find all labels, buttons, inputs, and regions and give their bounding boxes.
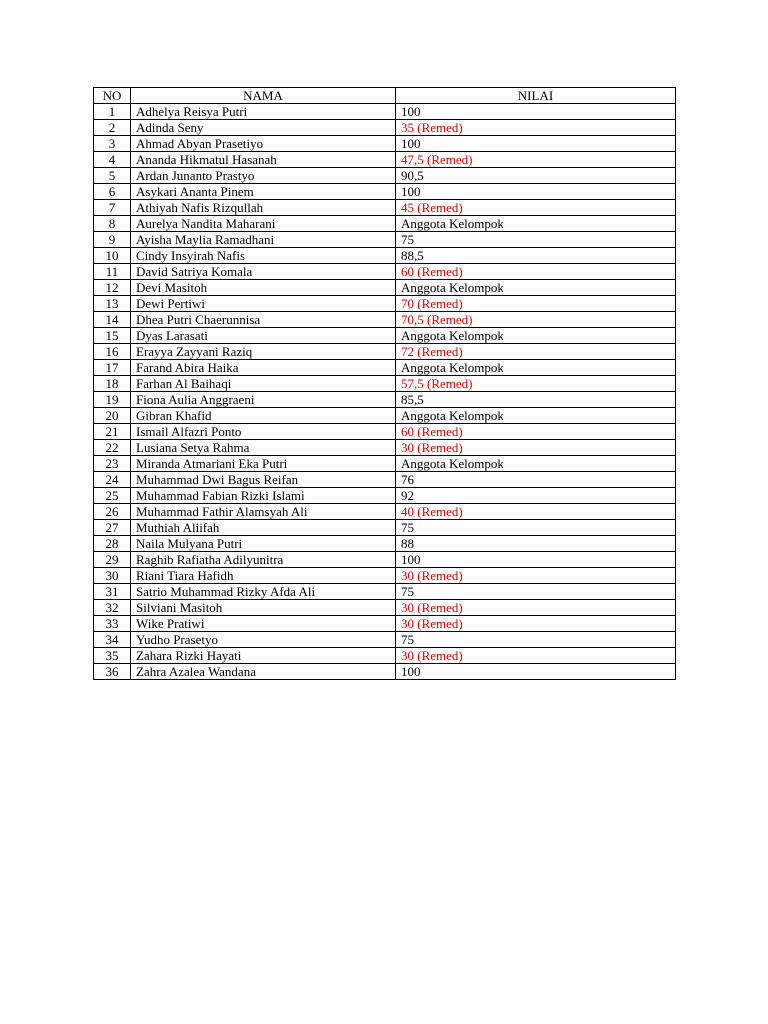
table-row <box>94 136 676 152</box>
cell-no: 15 <box>94 328 131 344</box>
cell-no: 31 <box>94 584 131 600</box>
cell-no: 20 <box>94 408 131 424</box>
cell-nama: Wike Pratiwi <box>131 616 396 632</box>
cell-nilai: Anggota Kelompok <box>396 408 676 424</box>
table-row <box>94 120 676 136</box>
cell-no: 21 <box>94 424 131 440</box>
table-row <box>94 168 676 184</box>
grades-table <box>93 87 676 680</box>
cell-no: 18 <box>94 376 131 392</box>
cell-no: 8 <box>94 216 131 232</box>
cell-nilai: 100 <box>396 104 676 120</box>
cell-no: 4 <box>94 152 131 168</box>
cell-nama: Ismail Alfazri Ponto <box>131 424 396 440</box>
cell-nama: Yudho Prasetyo <box>131 632 396 648</box>
table-row <box>94 584 676 600</box>
table-row <box>94 392 676 408</box>
table-row <box>94 232 676 248</box>
header-no: NO <box>94 88 131 104</box>
cell-nilai-remed: 72 (Remed) <box>396 344 676 360</box>
cell-no: 17 <box>94 360 131 376</box>
cell-no: 23 <box>94 456 131 472</box>
table-row <box>94 344 676 360</box>
cell-no: 32 <box>94 600 131 616</box>
cell-nilai: 88,5 <box>396 248 676 264</box>
cell-no: 24 <box>94 472 131 488</box>
table-row <box>94 216 676 232</box>
cell-nilai: Anggota Kelompok <box>396 456 676 472</box>
cell-no: 19 <box>94 392 131 408</box>
cell-nama: Adinda Seny <box>131 120 396 136</box>
cell-nilai: 88 <box>396 536 676 552</box>
cell-nilai: 85,5 <box>396 392 676 408</box>
cell-nama: Dhea Putri Chaerunnisa <box>131 312 396 328</box>
cell-nama: Erayya Zayyani Raziq <box>131 344 396 360</box>
table-row <box>94 632 676 648</box>
cell-nilai: 92 <box>396 488 676 504</box>
cell-no: 35 <box>94 648 131 664</box>
cell-no: 22 <box>94 440 131 456</box>
cell-nilai: Anggota Kelompok <box>396 360 676 376</box>
table-row <box>94 104 676 120</box>
table-row <box>94 280 676 296</box>
table-row <box>94 248 676 264</box>
cell-nilai-remed: 60 (Remed) <box>396 264 676 280</box>
cell-nama: Dyas Larasati <box>131 328 396 344</box>
cell-no: 11 <box>94 264 131 280</box>
table-row <box>94 616 676 632</box>
table-row <box>94 536 676 552</box>
cell-no: 12 <box>94 280 131 296</box>
cell-nama: Raghib Rafiatha Adilyunitra <box>131 552 396 568</box>
cell-nama: Ayisha Maylia Ramadhani <box>131 232 396 248</box>
cell-nilai-remed: 60 (Remed) <box>396 424 676 440</box>
cell-nama: Zahra Azalea Wandana <box>131 664 396 680</box>
cell-nama: Athiyah Nafis Rizqullah <box>131 200 396 216</box>
cell-nama: Adhelya Reisya Putri <box>131 104 396 120</box>
cell-nama: Ananda Hikmatul Hasanah <box>131 152 396 168</box>
header-nama: NAMA <box>131 88 396 104</box>
cell-nilai: 100 <box>396 664 676 680</box>
table-row <box>94 504 676 520</box>
table-row <box>94 424 676 440</box>
table-row <box>94 328 676 344</box>
cell-nama: Farand Abira Haika <box>131 360 396 376</box>
cell-nilai-remed: 47,5 (Remed) <box>396 152 676 168</box>
cell-nama: Muthiah Aliifah <box>131 520 396 536</box>
header-nilai: NILAI <box>396 88 676 104</box>
table-body <box>94 104 676 680</box>
cell-nama: Cindy Insyirah Nafis <box>131 248 396 264</box>
cell-nama: Miranda Atmariani Eka Putri <box>131 456 396 472</box>
cell-nama: Fiona Aulia Anggraeni <box>131 392 396 408</box>
cell-no: 16 <box>94 344 131 360</box>
table-header-row <box>94 88 676 104</box>
cell-nilai: 75 <box>396 632 676 648</box>
cell-no: 6 <box>94 184 131 200</box>
cell-nilai-remed: 45 (Remed) <box>396 200 676 216</box>
table-row <box>94 488 676 504</box>
cell-nama: Gibran Khafid <box>131 408 396 424</box>
cell-nilai-remed: 57,5 (Remed) <box>396 376 676 392</box>
cell-nilai: 76 <box>396 472 676 488</box>
cell-nama: Muhammad Fabian Rizki Islami <box>131 488 396 504</box>
cell-nilai-remed: 70,5 (Remed) <box>396 312 676 328</box>
cell-nilai-remed: 40 (Remed) <box>396 504 676 520</box>
table-row <box>94 664 676 680</box>
table-row <box>94 408 676 424</box>
table-row <box>94 552 676 568</box>
cell-nama: Lusiana Setya Rahma <box>131 440 396 456</box>
table-row <box>94 360 676 376</box>
cell-nama: Devi Masitoh <box>131 280 396 296</box>
cell-nama: Riani Tiara Hafidh <box>131 568 396 584</box>
cell-nama: Ahmad Abyan Prasetiyo <box>131 136 396 152</box>
table-row <box>94 184 676 200</box>
table-row <box>94 376 676 392</box>
table-row <box>94 456 676 472</box>
cell-nama: Dewi Pertiwi <box>131 296 396 312</box>
table-row <box>94 600 676 616</box>
cell-no: 25 <box>94 488 131 504</box>
table-row <box>94 648 676 664</box>
cell-no: 30 <box>94 568 131 584</box>
cell-nilai: 75 <box>396 584 676 600</box>
cell-nilai: 75 <box>396 232 676 248</box>
cell-no: 5 <box>94 168 131 184</box>
cell-nama: Muhammad Dwi Bagus Reifan <box>131 472 396 488</box>
cell-nilai-remed: 30 (Remed) <box>396 600 676 616</box>
cell-nilai-remed: 30 (Remed) <box>396 440 676 456</box>
cell-nilai-remed: 70 (Remed) <box>396 296 676 312</box>
table-row <box>94 520 676 536</box>
table-row <box>94 200 676 216</box>
cell-nilai: 75 <box>396 520 676 536</box>
cell-nilai: 100 <box>396 552 676 568</box>
cell-nama: Zahara Rizki Hayati <box>131 648 396 664</box>
table-row <box>94 440 676 456</box>
cell-nama: Farhan Al Baihaqi <box>131 376 396 392</box>
cell-no: 33 <box>94 616 131 632</box>
cell-no: 7 <box>94 200 131 216</box>
cell-nilai: Anggota Kelompok <box>396 280 676 296</box>
table-row <box>94 472 676 488</box>
cell-no: 28 <box>94 536 131 552</box>
cell-nama: Asykari Ananta Pinem <box>131 184 396 200</box>
cell-nama: Muhammad Fathir Alamsyah Ali <box>131 504 396 520</box>
cell-nilai: 100 <box>396 184 676 200</box>
cell-nama: Ardan Junanto Prastyo <box>131 168 396 184</box>
cell-nama: David Satriya Komala <box>131 264 396 280</box>
cell-nilai-remed: 30 (Remed) <box>396 648 676 664</box>
table-row <box>94 296 676 312</box>
cell-nilai-remed: 30 (Remed) <box>396 616 676 632</box>
cell-nilai-remed: 35 (Remed) <box>396 120 676 136</box>
table-row <box>94 264 676 280</box>
cell-no: 9 <box>94 232 131 248</box>
cell-no: 3 <box>94 136 131 152</box>
cell-no: 29 <box>94 552 131 568</box>
table-row <box>94 312 676 328</box>
cell-nama: Aurelya Nandita Maharani <box>131 216 396 232</box>
cell-no: 2 <box>94 120 131 136</box>
cell-no: 26 <box>94 504 131 520</box>
cell-no: 13 <box>94 296 131 312</box>
cell-no: 36 <box>94 664 131 680</box>
cell-nilai: Anggota Kelompok <box>396 216 676 232</box>
cell-no: 27 <box>94 520 131 536</box>
cell-no: 1 <box>94 104 131 120</box>
cell-nama: Silviani Masitoh <box>131 600 396 616</box>
cell-nilai-remed: 30 (Remed) <box>396 568 676 584</box>
table-row <box>94 568 676 584</box>
cell-no: 10 <box>94 248 131 264</box>
cell-no: 14 <box>94 312 131 328</box>
cell-nama: Satrio Muhammad Rizky Afda Ali <box>131 584 396 600</box>
cell-nama: Naila Mulyana Putri <box>131 536 396 552</box>
cell-nilai: 90,5 <box>396 168 676 184</box>
cell-nilai: 100 <box>396 136 676 152</box>
cell-no: 34 <box>94 632 131 648</box>
table-row <box>94 152 676 168</box>
cell-nilai: Anggota Kelompok <box>396 328 676 344</box>
